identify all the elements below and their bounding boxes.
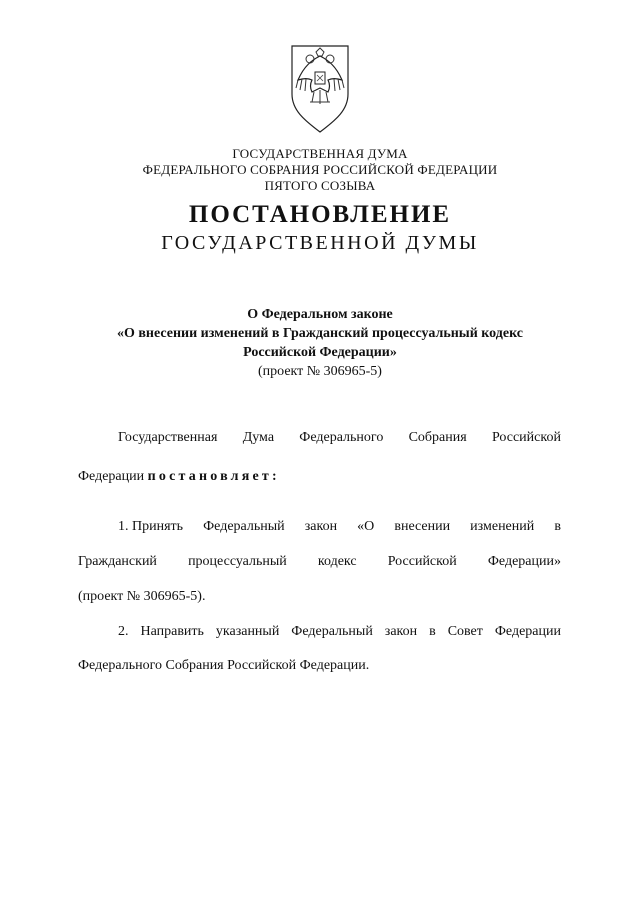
intro-word: Дума <box>242 430 275 445</box>
item-word: 1. Принять <box>118 519 184 534</box>
item-word: Федерации <box>494 624 561 639</box>
item-word: Федерации» <box>487 554 561 569</box>
item-word: «О <box>357 519 375 534</box>
intro-word: Федерального <box>299 430 384 445</box>
law-heading-line-1: О Федеральном законе <box>247 307 393 322</box>
item-word: Российской <box>387 554 457 569</box>
item-word: закон <box>304 519 338 534</box>
item-word: в <box>429 624 436 639</box>
item-word: Федеральный <box>291 624 373 639</box>
item-word: закон <box>384 624 418 639</box>
item-1-line-2 <box>78 552 561 572</box>
item-1-line-1 <box>118 517 561 537</box>
item-word: Совет <box>447 624 483 639</box>
intro-word: Собрания <box>408 430 467 445</box>
document-subtitle: ГОСУДАРСТВЕННОЙ ДУМЫ <box>161 232 479 254</box>
header-line-2: ФЕДЕРАЛЬНОГО СОБРАНИЯ РОССИЙСКОЙ ФЕДЕРАЦИИ <box>142 162 498 177</box>
intro-word: Государственная <box>118 430 218 445</box>
resolves-word: постановляет: <box>147 469 280 484</box>
item-word: процессуальный <box>188 554 287 569</box>
item-2-line-1 <box>118 622 561 642</box>
intro-line-2 <box>78 467 280 487</box>
item-word: указанный <box>215 624 280 639</box>
item-word: изменений <box>470 519 535 534</box>
law-heading-line-2: «О внесении изменений в Гражданский процессуальный кодекс <box>116 326 524 341</box>
state-emblem-icon <box>288 44 352 134</box>
item-1-line-3: (проект № 306965-5). <box>78 589 206 604</box>
item-word: в <box>554 519 561 534</box>
item-word: Направить <box>140 624 204 639</box>
intro-line-1 <box>118 428 561 448</box>
item-word: внесении <box>394 519 451 534</box>
item-word: 2. <box>118 624 129 639</box>
header-line-3: ПЯТОГО СОЗЫВА <box>264 178 376 193</box>
intro-word: Российской <box>491 430 561 445</box>
intro-line-2-start: Федерации <box>78 469 145 484</box>
header-line-1: ГОСУДАРСТВЕННАЯ ДУМА <box>232 146 408 161</box>
law-heading-line-3: Российской Федерации» <box>243 345 397 360</box>
document-title: ПОСТАНОВЛЕНИЕ <box>188 201 452 228</box>
item-2-line-2: Федерального Собрания Российской Федерации. <box>78 658 370 673</box>
item-word: Федеральный <box>203 519 285 534</box>
law-draft-number: (проект № 306965-5) <box>258 364 382 379</box>
item-word: кодекс <box>317 554 357 569</box>
item-word: Гражданский <box>78 554 157 569</box>
